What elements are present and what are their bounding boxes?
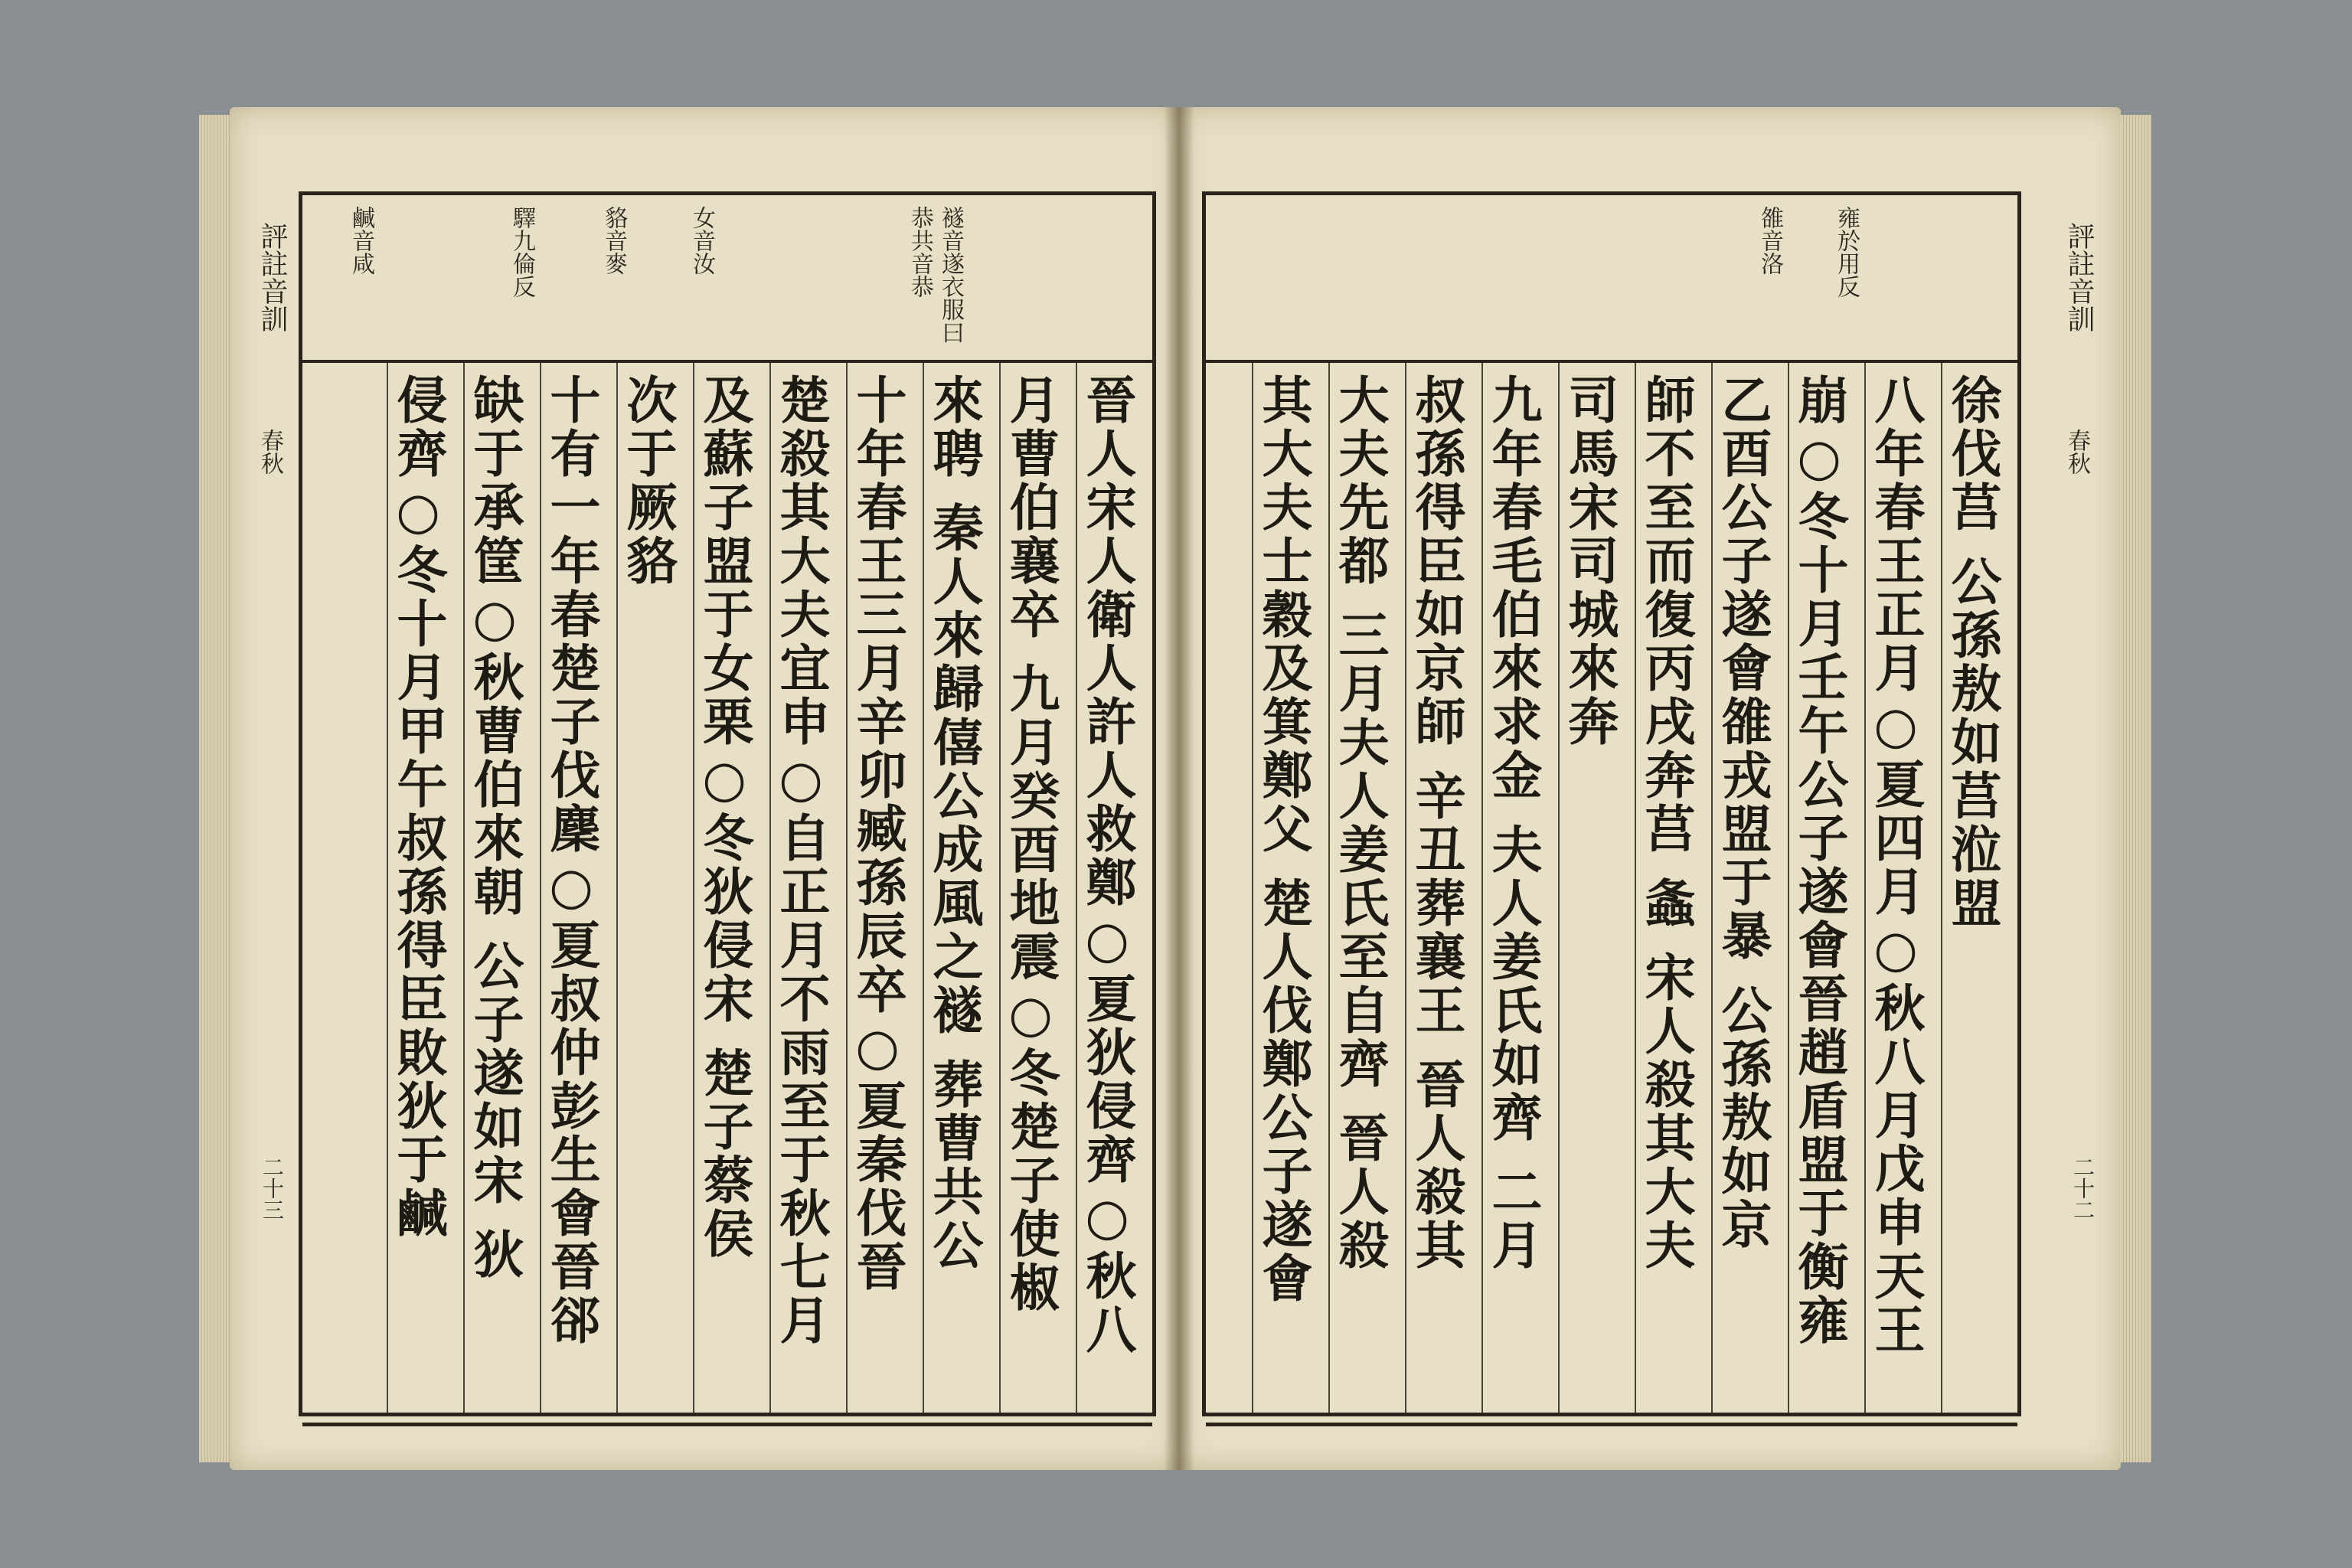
column-text: 十有一年春楚子伐麇○夏叔仲彭生會晉郤 [541, 374, 601, 1348]
left-text-columns [302, 360, 1152, 1413]
gloss: 恭共音恭 [906, 206, 933, 298]
column-text: 八年春王正月○夏四月○秋八月戊申天王 [1866, 374, 1926, 1357]
text-column [1405, 363, 1471, 1413]
text-column [999, 363, 1065, 1413]
left-page [230, 107, 1179, 1470]
text-column [1788, 363, 1854, 1413]
column-text: 九年春毛伯來求金 夫人姜氏如齊 二月 [1483, 374, 1543, 1272]
text-column [540, 363, 606, 1413]
column-text: 大夫先都 三月夫人姜氏至自齊 晉人殺 [1330, 374, 1390, 1272]
text-column [923, 363, 988, 1413]
column-text: 缺于承筐○秋曹伯來朝 公子遂如宋 狄 [465, 374, 524, 1282]
column-text: 崩○冬十月壬午公子遂會晉趙盾盟于衡雍 [1789, 374, 1849, 1348]
text-column [1635, 363, 1700, 1413]
right-gloss-band [1206, 195, 2017, 360]
column-text: 司馬宋司城來奔 [1560, 374, 1619, 749]
text-column [1481, 363, 1547, 1413]
text-column [1864, 363, 1930, 1413]
gloss: 雍於用反 [1833, 206, 1860, 298]
open-book [230, 107, 2121, 1470]
column-text: 師不至而復丙戌奔莒 螽 宋人殺其大夫 [1636, 374, 1696, 1272]
column-text: 乙酉公子遂會雒戎盟于暴 公孫敖如京 [1713, 374, 1772, 1252]
column-text: 月曹伯襄卒 九月癸酉地震○冬楚子使椒 [1001, 374, 1060, 1315]
text-column [1941, 363, 2007, 1413]
gloss: 女音汝 [688, 206, 715, 275]
gloss: 驛九倫反 [508, 206, 535, 298]
column-text: 侵齊○冬十月甲午叔孫得臣敗狄于鹹 [388, 374, 448, 1240]
text-column [1558, 363, 1624, 1413]
left-margin-page-number: 二十三 [260, 1156, 285, 1220]
left-bottom-rule [302, 1423, 1152, 1426]
book-spine-gutter [1164, 107, 1194, 1470]
column-text: 十年春王三月辛卯臧孫辰卒○夏秦伐晉 [848, 374, 907, 1294]
text-column [1328, 363, 1394, 1413]
column-text: 及蘇子盟于女栗○冬狄侵宋 楚子蔡侯 [694, 374, 754, 1261]
column-text: 徐伐莒 公孫敖如莒涖盟 [1942, 374, 2002, 930]
text-column [769, 363, 835, 1413]
column-text: 次于厥貉 [618, 374, 678, 588]
left-margin-title: 評註音訓 [256, 222, 288, 332]
column-text: 晉人宋人衛人許人救鄭○夏狄侵齊○秋八 [1077, 374, 1137, 1357]
text-column [463, 363, 529, 1413]
right-text-columns [1206, 360, 2017, 1413]
column-text: 來聘 秦人來歸僖公成風之襚 葬曹共公 [924, 374, 984, 1272]
column-text: 其大夫士穀及箕鄭父 楚人伐鄭公子遂會 [1253, 374, 1313, 1305]
text-column [387, 363, 452, 1413]
gloss: 貉音麥 [600, 206, 627, 275]
text-column [846, 363, 912, 1413]
left-gloss-band [302, 195, 1152, 360]
text-column [1252, 363, 1318, 1413]
left-margin-subtitle: 春秋 [256, 429, 283, 475]
text-column [1711, 363, 1777, 1413]
column-text: 叔孫得臣如京師 辛丑葬襄王 晉人殺其 [1406, 374, 1466, 1272]
right-bottom-rule [1206, 1423, 2017, 1426]
gloss: 雒音洛 [1756, 206, 1783, 275]
gloss: 襚音遂衣服曰 [937, 206, 964, 344]
right-page [1179, 107, 2121, 1470]
right-margin-title: 評註音訓 [2063, 222, 2095, 332]
text-column [1076, 363, 1142, 1413]
right-margin-page-number: 二十二 [2070, 1156, 2096, 1220]
column-text: 楚殺其大夫宜申○自正月不雨至于秋七月 [771, 374, 831, 1348]
right-margin-subtitle: 春秋 [2063, 429, 2090, 475]
text-column [693, 363, 759, 1413]
gloss: 鹹音咸 [348, 206, 374, 275]
text-column [616, 363, 682, 1413]
left-text-frame [299, 191, 1156, 1416]
right-text-frame [1202, 191, 2021, 1416]
